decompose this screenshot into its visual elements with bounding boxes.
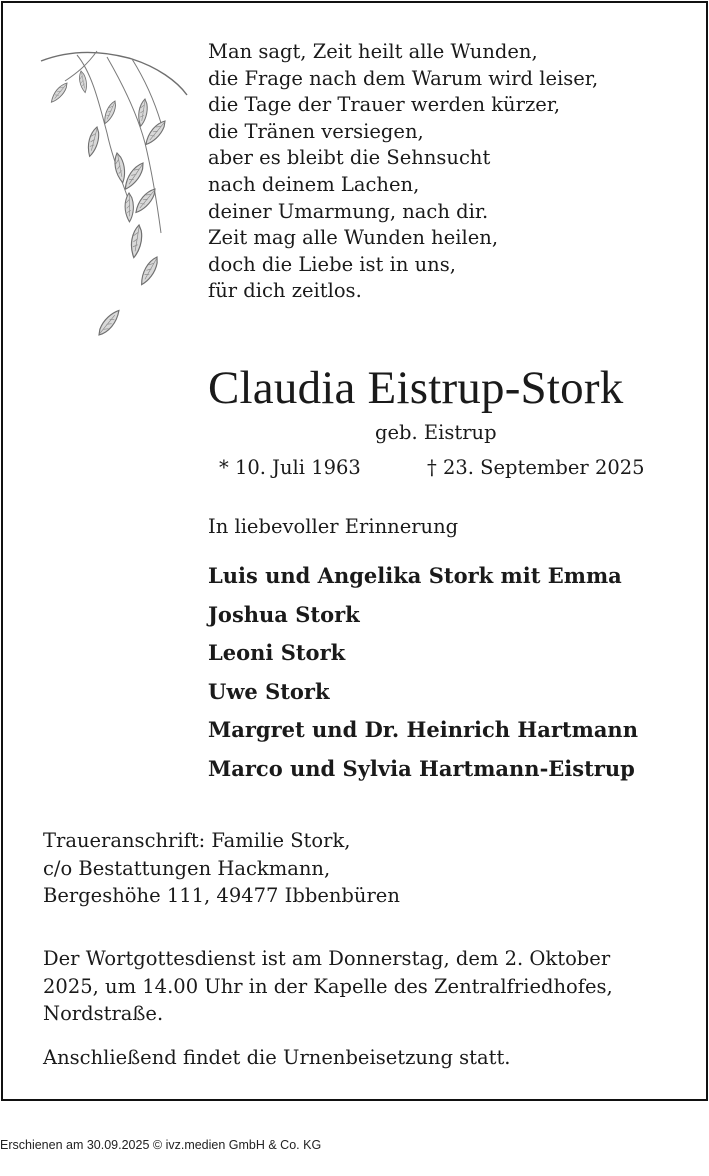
mourner-name: Luis und Angelika Stork mit Emma bbox=[208, 563, 622, 588]
service-info bbox=[43, 945, 613, 1028]
birth-name: geb. Eistrup bbox=[375, 421, 497, 444]
poem-line: aber es bleibt die Sehnsucht bbox=[208, 146, 491, 170]
mourner-name: Marco und Sylvia Hartmann-Eistrup bbox=[208, 755, 635, 781]
obituary-notice bbox=[1, 1, 708, 1101]
address-line: Bergeshöhe 111, 49477 Ibbenbüren bbox=[43, 884, 400, 907]
death-date: † 23. September 2025 bbox=[427, 456, 645, 479]
address-line: c/o Bestattungen Hackmann, bbox=[43, 856, 331, 880]
publication-footer: Erschienen am 30.09.2025 © ivz.medien GmbH & Co. KG bbox=[0, 1138, 322, 1152]
mourner-name: Joshua Stork bbox=[208, 601, 360, 627]
mourner-name: Leoni Stork bbox=[208, 640, 346, 666]
birth-date: * 10. Juli 1963 bbox=[219, 456, 361, 479]
poem-line: die Tränen versiegen, bbox=[208, 119, 424, 143]
poem bbox=[208, 39, 598, 305]
deceased-name: Claudia Eistrup-Stork bbox=[208, 362, 624, 414]
mourners-list bbox=[208, 557, 638, 789]
poem-line: für dich zeitlos. bbox=[208, 279, 362, 303]
urn-burial-note: Anschließend findet die Urnenbeisetzung statt. bbox=[43, 1046, 511, 1069]
service-line: 2025, um 14.00 Uhr in der Kapelle des Zentralfriedhofes, bbox=[43, 974, 613, 998]
address-line: Traueranschrift: Familie Stork, bbox=[43, 829, 351, 852]
service-line: Nordstraße. bbox=[43, 1002, 164, 1025]
poem-line: die Tage der Trauer werden kürzer, bbox=[208, 93, 561, 117]
poem-line: deiner Umarmung, nach dir. bbox=[208, 199, 489, 223]
poem-line: doch die Liebe ist in uns, bbox=[208, 252, 456, 276]
poem-line: Zeit mag alle Wunden heilen, bbox=[208, 226, 499, 250]
service-line: Der Wortgottesdienst ist am Donnerstag, dem 2. Oktober bbox=[43, 947, 611, 970]
remembrance-line: In liebevoller Erinnerung bbox=[208, 515, 459, 538]
mourner-name: Margret und Dr. Heinrich Hartmann bbox=[208, 717, 638, 743]
mourning-address bbox=[43, 827, 400, 910]
poem-line: nach deinem Lachen, bbox=[208, 172, 420, 196]
poem-line: Man sagt, Zeit heilt alle Wunden, bbox=[208, 40, 538, 63]
mourner-name: Uwe Stork bbox=[208, 678, 330, 704]
birch-branch-icon bbox=[37, 43, 197, 353]
poem-line: die Frage nach dem Warum wird leiser, bbox=[208, 66, 599, 90]
